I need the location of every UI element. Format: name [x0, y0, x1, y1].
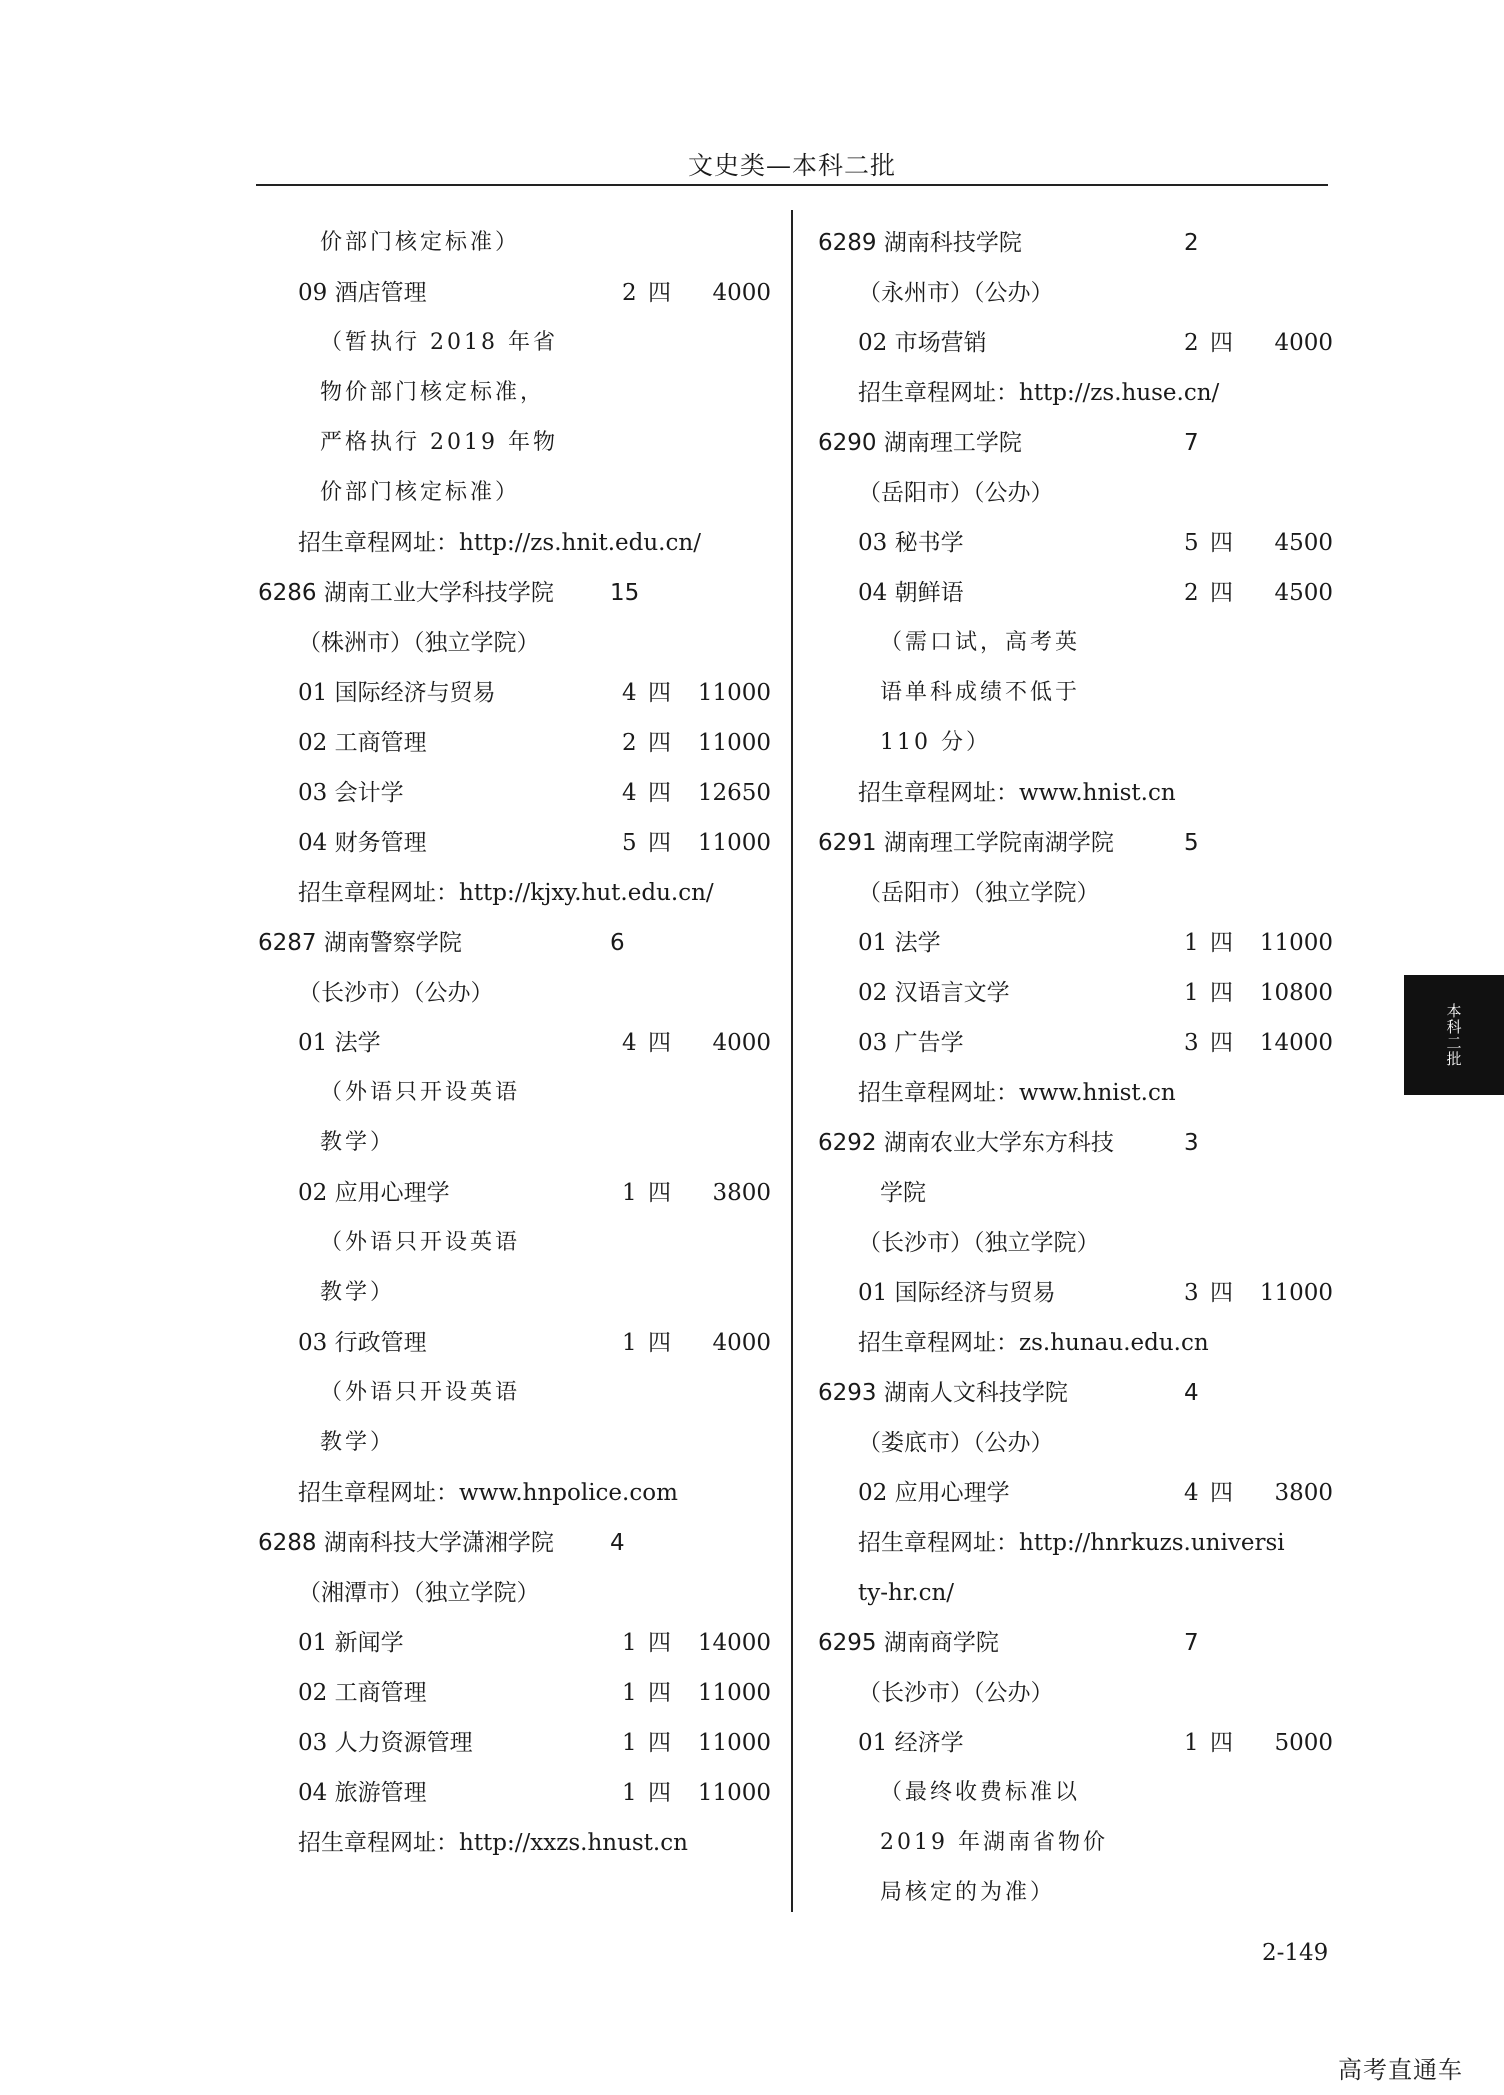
location-text: （岳阳市）（公办） — [858, 480, 1054, 506]
university-row — [258, 568, 778, 618]
major-fee: 11000 — [1259, 1280, 1333, 1306]
major-quota: 2 — [622, 280, 637, 306]
note-text: 2019 年湖南省物价 — [880, 1830, 1108, 1855]
location-text: （岳阳市）（独立学院） — [858, 880, 1100, 906]
university-quota: 15 — [610, 580, 640, 606]
note-line — [818, 1768, 1328, 1818]
major-row — [258, 1168, 778, 1218]
admission-url: 招生章程网址：www.hnpolice.com — [298, 1480, 678, 1506]
major-name: 02 汉语言文学 — [858, 980, 1010, 1006]
major-years: 四 — [648, 830, 671, 856]
major-years: 四 — [648, 1180, 671, 1206]
admission-url-line — [258, 1468, 778, 1518]
major-quota: 1 — [622, 1180, 637, 1206]
major-years: 四 — [1210, 980, 1233, 1006]
admission-url-line — [818, 1068, 1328, 1118]
major-quota: 1 — [1184, 1730, 1199, 1756]
column-divider — [791, 210, 793, 1912]
location-line — [818, 468, 1328, 518]
major-name: 02 应用心理学 — [858, 1480, 1010, 1506]
note-line — [258, 1118, 778, 1168]
major-row — [258, 1618, 778, 1668]
admission-url-line — [258, 868, 778, 918]
note-text: 物价部门核定标准， — [320, 380, 546, 405]
major-row — [818, 1268, 1333, 1318]
location-line — [818, 868, 1328, 918]
note-text: （外语只开设英语 — [320, 1230, 521, 1255]
note-text: 教学） — [320, 1280, 396, 1305]
major-quota: 5 — [1184, 530, 1199, 556]
major-row — [258, 1718, 778, 1768]
major-name: 04 财务管理 — [298, 830, 427, 856]
major-years: 四 — [648, 1730, 671, 1756]
major-row — [818, 1718, 1333, 1768]
major-name: 01 法学 — [858, 930, 941, 956]
admission-url: 招生章程网址：http://hnrkuzs.universi — [858, 1530, 1285, 1556]
note-line — [818, 1818, 1328, 1868]
university-row — [818, 418, 1328, 468]
major-quota: 3 — [1184, 1030, 1199, 1056]
admission-url: 招生章程网址：zs.hunau.edu.cn — [858, 1330, 1209, 1356]
major-fee: 4000 — [712, 1330, 771, 1356]
note-text: 严格执行 2019 年物 — [320, 430, 558, 455]
university-quota: 5 — [1184, 830, 1199, 856]
note-line — [258, 418, 778, 468]
major-fee: 11000 — [697, 1730, 771, 1756]
major-row — [258, 1018, 778, 1068]
major-row — [258, 668, 778, 718]
major-fee: 4000 — [712, 280, 771, 306]
major-row — [258, 1668, 778, 1718]
major-years: 四 — [1210, 580, 1233, 606]
major-fee: 11000 — [697, 730, 771, 756]
major-years: 四 — [648, 1780, 671, 1806]
major-quota: 1 — [1184, 930, 1199, 956]
major-quota: 5 — [622, 830, 637, 856]
major-quota: 1 — [622, 1730, 637, 1756]
major-name: 01 国际经济与贸易 — [858, 1280, 1056, 1306]
note-line — [258, 368, 778, 418]
major-quota: 2 — [622, 730, 637, 756]
major-quota: 4 — [622, 1030, 637, 1056]
major-quota: 1 — [622, 1780, 637, 1806]
admission-url-line — [818, 1518, 1328, 1568]
note-line — [258, 1268, 778, 1318]
university-name: 6287 湖南警察学院 — [258, 930, 462, 956]
major-quota: 3 — [1184, 1280, 1199, 1306]
note-text: （最终收费标准以 — [880, 1780, 1081, 1805]
major-name: 03 行政管理 — [298, 1330, 427, 1356]
major-name: 01 国际经济与贸易 — [298, 680, 496, 706]
major-quota: 4 — [1184, 1480, 1199, 1506]
major-name: 02 市场营销 — [858, 330, 987, 356]
university-name: 6290 湖南理工学院 — [818, 430, 1022, 456]
major-fee: 4000 — [712, 1030, 771, 1056]
location-text: （长沙市）（独立学院） — [858, 1230, 1100, 1256]
major-fee: 4000 — [1274, 330, 1333, 356]
major-row — [258, 818, 778, 868]
location-text: （永州市）（公办） — [858, 280, 1054, 306]
major-fee: 3800 — [1274, 1480, 1333, 1506]
major-fee: 11000 — [697, 830, 771, 856]
university-quota: 4 — [610, 1530, 625, 1556]
major-years: 四 — [1210, 1280, 1233, 1306]
admission-url: 招生章程网址：www.hnist.cn — [858, 780, 1176, 806]
university-name: 6291 湖南理工学院南湖学院 — [818, 830, 1114, 856]
note-text: 教学） — [320, 1130, 396, 1155]
university-row — [258, 1518, 778, 1568]
major-row — [818, 568, 1333, 618]
admission-url-line — [818, 768, 1328, 818]
major-row — [258, 1768, 778, 1818]
major-years: 四 — [1210, 330, 1233, 356]
university-name: 6295 湖南商学院 — [818, 1630, 999, 1656]
location-text: （娄底市）（公办） — [858, 1430, 1054, 1456]
major-name: 01 经济学 — [858, 1730, 964, 1756]
side-tab-label: 本科二批 — [1444, 1003, 1463, 1067]
university-row — [818, 218, 1328, 268]
admission-url-line — [818, 1318, 1328, 1368]
admission-url-line — [818, 368, 1328, 418]
major-quota: 1 — [622, 1680, 637, 1706]
major-years: 四 — [1210, 1480, 1233, 1506]
major-row — [818, 518, 1333, 568]
location-line — [258, 968, 778, 1018]
note-text: （需口试，高考英 — [880, 630, 1081, 655]
location-text: （湘潭市）（独立学院） — [298, 1580, 540, 1606]
university-name: 6288 湖南科技大学潇湘学院 — [258, 1530, 554, 1556]
note-text: （外语只开设英语 — [320, 1380, 521, 1405]
major-fee: 14000 — [697, 1630, 771, 1656]
major-fee: 14000 — [1259, 1030, 1333, 1056]
location-line — [258, 1568, 778, 1618]
major-name: 02 应用心理学 — [298, 1180, 450, 1206]
admission-url: 招生章程网址：http://kjxy.hut.edu.cn/ — [298, 880, 714, 906]
major-row — [258, 768, 778, 818]
major-quota: 2 — [1184, 330, 1199, 356]
university-row — [258, 918, 778, 968]
location-line — [818, 1218, 1328, 1268]
major-fee: 10800 — [1259, 980, 1333, 1006]
major-row — [258, 268, 778, 318]
major-years: 四 — [648, 730, 671, 756]
section-side-tab — [1404, 975, 1504, 1095]
major-years: 四 — [648, 1030, 671, 1056]
major-row — [258, 718, 778, 768]
note-text: （暂执行 2018 年省 — [320, 330, 558, 355]
major-row — [818, 918, 1333, 968]
note-line — [818, 718, 1328, 768]
header-divider — [256, 184, 1328, 186]
major-name: 03 广告学 — [858, 1030, 964, 1056]
major-years: 四 — [648, 780, 671, 806]
note-line — [258, 218, 778, 268]
major-quota: 1 — [622, 1330, 637, 1356]
admission-url-line — [258, 1818, 778, 1868]
major-years: 四 — [1210, 1030, 1233, 1056]
note-line — [258, 1218, 778, 1268]
admission-url: 招生章程网址：http://zs.huse.cn/ — [858, 380, 1220, 406]
major-row — [818, 1468, 1333, 1518]
major-years: 四 — [648, 1630, 671, 1656]
university-row — [818, 1118, 1328, 1168]
university-name-continued — [818, 1168, 1328, 1218]
admission-url: 招生章程网址：http://xxzs.hnust.cn — [298, 1830, 688, 1856]
major-fee: 5000 — [1274, 1730, 1333, 1756]
major-fee: 3800 — [712, 1180, 771, 1206]
location-line — [258, 618, 778, 668]
major-fee: 11000 — [697, 680, 771, 706]
university-row — [818, 1368, 1328, 1418]
page-header-title: 文史类—本科二批 — [687, 151, 896, 180]
major-row — [258, 1318, 778, 1368]
location-text: （长沙市）（公办） — [858, 1680, 1054, 1706]
note-line — [258, 318, 778, 368]
university-quota: 3 — [1184, 1130, 1199, 1156]
note-line — [818, 1868, 1328, 1918]
major-fee: 4500 — [1274, 580, 1333, 606]
major-name: 01 新闻学 — [298, 1630, 404, 1656]
note-text: 价部门核定标准） — [320, 230, 521, 255]
location-text: （长沙市）（公办） — [298, 980, 494, 1006]
note-text: 语单科成绩不低于 — [880, 680, 1081, 705]
university-quota: 7 — [1184, 430, 1199, 456]
university-name: 6286 湖南工业大学科技学院 — [258, 580, 554, 606]
major-years: 四 — [1210, 530, 1233, 556]
watermark: 高考直通车 — [1338, 2056, 1463, 2084]
note-text: （外语只开设英语 — [320, 1080, 521, 1105]
location-line — [818, 1418, 1328, 1468]
note-line — [258, 1418, 778, 1468]
major-years: 四 — [648, 1680, 671, 1706]
major-quota: 1 — [1184, 980, 1199, 1006]
major-name: 02 工商管理 — [298, 730, 427, 756]
location-text: （株洲市）（独立学院） — [298, 630, 540, 656]
note-line — [258, 468, 778, 518]
admission-url: ty-hr.cn/ — [858, 1580, 955, 1606]
note-text: 局核定的为准） — [880, 1880, 1056, 1905]
university-name: 6292 湖南农业大学东方科技 — [818, 1130, 1114, 1156]
university-name: 6293 湖南人文科技学院 — [818, 1380, 1068, 1406]
major-name: 03 人力资源管理 — [298, 1730, 473, 1756]
major-row — [818, 318, 1333, 368]
major-row — [818, 968, 1333, 1018]
right-column — [818, 218, 1333, 1918]
major-fee: 12650 — [697, 780, 771, 806]
university-quota: 2 — [1184, 230, 1199, 256]
page-number: 2-149 — [1262, 1940, 1329, 1966]
major-fee: 11000 — [697, 1680, 771, 1706]
major-fee: 4500 — [1274, 530, 1333, 556]
major-name: 03 秘书学 — [858, 530, 964, 556]
admission-url: 招生章程网址：http://zs.hnit.edu.cn/ — [298, 530, 701, 556]
university-quota: 7 — [1184, 1630, 1199, 1656]
note-line — [258, 1368, 778, 1418]
university-name: 6289 湖南科技学院 — [818, 230, 1022, 256]
note-text: 教学） — [320, 1430, 396, 1455]
major-years: 四 — [1210, 1730, 1233, 1756]
major-quota: 2 — [1184, 580, 1199, 606]
major-quota: 4 — [622, 680, 637, 706]
major-fee: 11000 — [697, 1780, 771, 1806]
major-years: 四 — [648, 280, 671, 306]
university-quota: 4 — [1184, 1380, 1199, 1406]
major-name: 04 旅游管理 — [298, 1780, 427, 1806]
major-years: 四 — [648, 680, 671, 706]
major-row — [818, 1018, 1333, 1068]
major-quota: 4 — [622, 780, 637, 806]
university-row — [818, 818, 1328, 868]
major-name: 04 朝鲜语 — [858, 580, 964, 606]
location-line — [818, 268, 1328, 318]
major-years: 四 — [1210, 930, 1233, 956]
location-line — [818, 1668, 1328, 1718]
major-name: 02 工商管理 — [298, 1680, 427, 1706]
university-row — [818, 1618, 1328, 1668]
left-column — [258, 218, 778, 1868]
admission-url-line — [258, 518, 778, 568]
major-fee: 11000 — [1259, 930, 1333, 956]
major-name: 03 会计学 — [298, 780, 404, 806]
note-text: 价部门核定标准） — [320, 480, 521, 505]
note-line — [818, 618, 1328, 668]
major-quota: 1 — [622, 1630, 637, 1656]
note-text: 110 分） — [880, 730, 991, 755]
major-years: 四 — [648, 1330, 671, 1356]
major-name: 09 酒店管理 — [298, 280, 427, 306]
university-name-cont: 学院 — [880, 1180, 926, 1206]
note-line — [818, 668, 1328, 718]
admission-url: 招生章程网址：www.hnist.cn — [858, 1080, 1176, 1106]
note-line — [258, 1068, 778, 1118]
major-name: 01 法学 — [298, 1030, 381, 1056]
university-quota: 6 — [610, 930, 625, 956]
admission-url-line — [818, 1568, 1328, 1618]
